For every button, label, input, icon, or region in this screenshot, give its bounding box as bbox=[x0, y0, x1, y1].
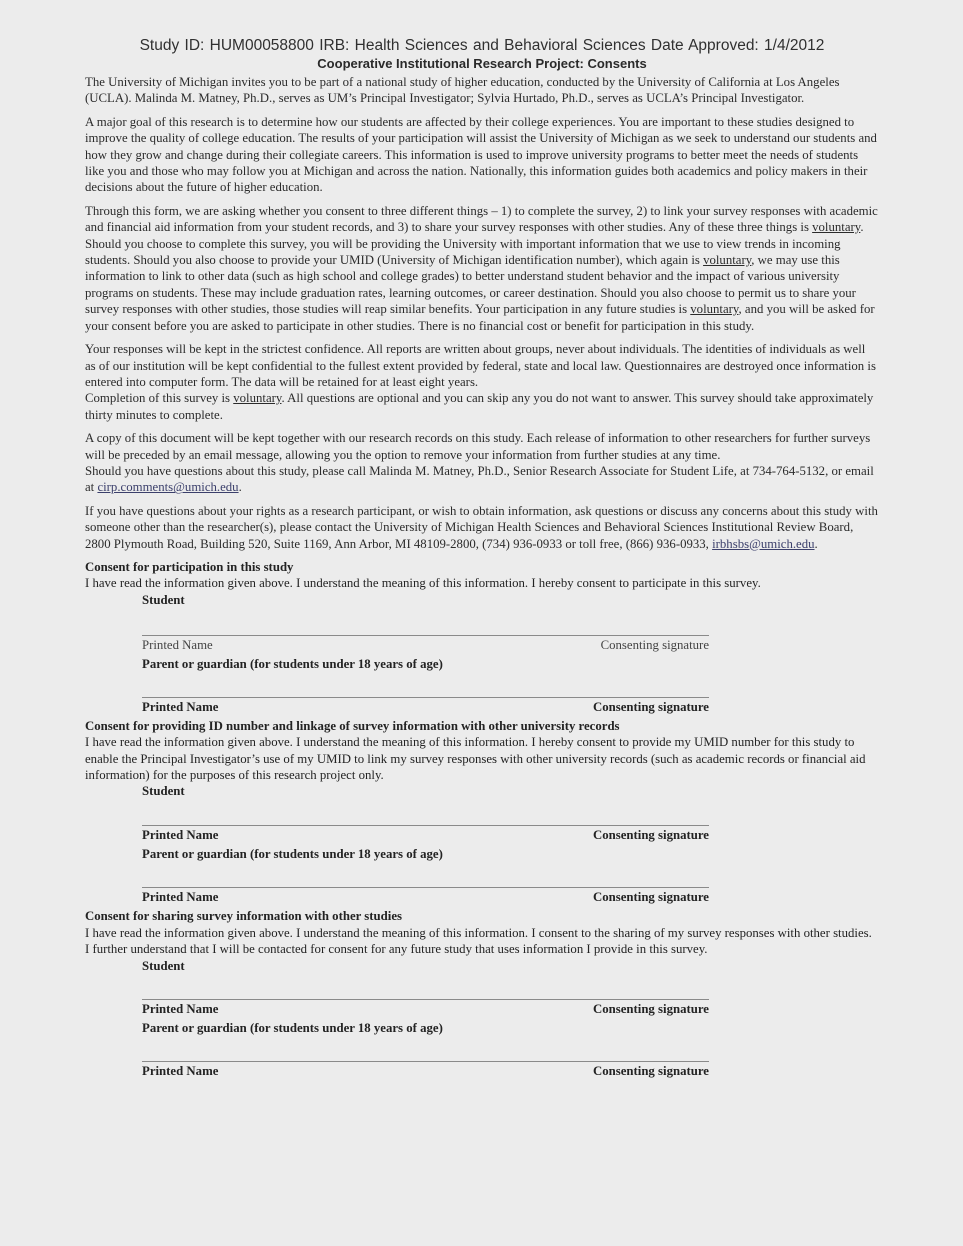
section-text: I have read the information given above. I understand the meaning of this information. I hereby consent to provide my UMID number for this study to enable the Principal Investigator’s use of my UMID to link my survey responses with other university records (such as academic records or financial aid information) for the purposes of this research project only. bbox=[85, 735, 866, 782]
document-title: Cooperative Institutional Research Project: Consents bbox=[317, 56, 647, 71]
printed-name-label: Printed Name bbox=[142, 828, 219, 843]
consenting-signature-label: Consenting signature bbox=[592, 1063, 709, 1078]
consenting-signature-label: Consenting signature bbox=[592, 699, 709, 714]
student-label: Student bbox=[142, 592, 185, 607]
guardian-signature-line[interactable] bbox=[142, 697, 709, 718]
completion-paragraph: Completion of this survey is voluntary. All questions are optional and you can skip any you do not want to answer. This survey should take approximately thirty minutes to complete. bbox=[85, 391, 874, 422]
consent-section-participation bbox=[85, 559, 879, 718]
section-title: Consent for sharing survey information with other studies bbox=[85, 909, 402, 924]
consenting-signature-label: Consenting signature bbox=[592, 1001, 709, 1016]
section-text: I have read the information given above. I understand the meaning of this information. I hereby consent to participate in this survey. bbox=[85, 576, 761, 591]
printed-name-label: Printed Name bbox=[142, 637, 213, 652]
consenting-signature-label: Consenting signature bbox=[592, 890, 709, 905]
printed-name-label: Printed Name bbox=[142, 1001, 219, 1016]
printed-name-label: Printed Name bbox=[142, 890, 219, 905]
confidentiality-paragraph: Your responses will be kept in the strictest confidence. All reports are written about groups, never about individuals. The identities of individuals as well as of our institution will be kept confidential to the fullest extent provided by federal, state and local law. Questionnaires are destroyed once information is entered into computer form. The data will be retained for at least eight years. bbox=[85, 342, 876, 389]
student-signature-line[interactable] bbox=[142, 635, 709, 656]
printed-name-label: Printed Name bbox=[142, 699, 219, 714]
email-link-cirp[interactable]: cirp.comments@umich.edu bbox=[97, 480, 239, 495]
section-title: Consent for participation in this study bbox=[85, 559, 294, 574]
voluntary-text: voluntary bbox=[812, 220, 861, 235]
section-title: Consent for providing ID number and linkage of survey information with other university records bbox=[85, 718, 620, 733]
study-header: Study ID: HUM00058800 IRB: Health Sciences and Behavioral Sciences Date Approved: 1/4/2012 bbox=[139, 37, 825, 54]
consenting-signature-label: Consenting signature bbox=[592, 828, 709, 843]
records-paragraph: A copy of this document will be kept together with our research records on this study. Each release of information to other researchers for further surveys will be preceded by an email message, allowing you the option to remove your information from further studies at any time. bbox=[85, 431, 871, 462]
consent-things-paragraph: Through this form, we are asking whether you consent to three different things – 1) to complete the survey, 2) to link your survey responses with academic and financial aid information from your student records, and 3) to share your survey responses with other studies. Any of these three things is voluntary. Should you choose to complete this survey, you will be providing the University with important information that we use to view trends in incoming students. Should you also choose to provide your UMID (University of Michigan identification number), which again is voluntary, we may use this information to link to other data (such as high school and college grades) to better understand student behavior and the impact of various university programs on students. These may include graduation rates, learning outcomes, or career destination. Should you also choose to permit us to share your survey responses with other studies, those studies will reap similar benefits. Your participation in any future studies is voluntary, and you will be asked for your consent before you are asked to participate in other studies. There is no financial cost or benefit for participation in this study. bbox=[85, 203, 878, 333]
guardian-signature-line[interactable] bbox=[142, 887, 709, 908]
student-signature-line[interactable] bbox=[142, 825, 709, 846]
student-label: Student bbox=[142, 958, 185, 973]
voluntary-text: voluntary bbox=[703, 253, 752, 268]
consent-section-sharing bbox=[85, 908, 879, 1081]
goal-paragraph: A major goal of this research is to determine how our students are affected by their college experiences. You are important to these studies designed to improve the quality of college education. The results of your participation will assist the University of Michigan as we seek to understand our students and how they grow and change during their collegiate careers. This information is used to improve university programs to better meet the needs of students like you and those who may follow you at Michigan and across the nation. Nationally, this information guides both academics and policy makers in their decisions about the future of higher education. bbox=[85, 114, 877, 195]
guardian-signature-line[interactable] bbox=[142, 1061, 709, 1082]
consenting-signature-label: Consenting signature bbox=[600, 637, 709, 652]
consent-section-id-linkage bbox=[85, 718, 879, 909]
email-link-irb[interactable]: irbhsbs@umich.edu bbox=[712, 536, 815, 551]
questions-paragraph: Should you have questions about this study, please call Malinda M. Matney, Ph.D., Senior Research Associate for Student Life, at 734-764-5132, or email at cirp.comments@umich.edu. bbox=[85, 463, 874, 495]
printed-name-label: Printed Name bbox=[142, 1063, 219, 1078]
voluntary-text: voluntary bbox=[233, 391, 282, 406]
guardian-label: Parent or guardian (for students under 18 years of age) bbox=[142, 847, 443, 862]
student-signature-line[interactable] bbox=[142, 999, 709, 1020]
voluntary-text: voluntary bbox=[690, 302, 739, 317]
section-text: I have read the information given above. I understand the meaning of this information. I consent to the sharing of my survey responses with other studies. I further understand that I will be contacted for consent for any future study that uses information I provide in this survey. bbox=[85, 925, 872, 957]
guardian-label: Parent or guardian (for students under 18 years of age) bbox=[142, 1020, 443, 1035]
guardian-label: Parent or guardian (for students under 18 years of age) bbox=[142, 656, 443, 671]
intro-paragraph: The University of Michigan invites you to be part of a national study of higher education, conducted by the University of California at Los Angeles (UCLA). Malinda M. Matney, Ph.D., serves as UM’s Principal Investigator; Sylvia Hurtado, Ph.D., serves as UCLA’s Principal Investigator. bbox=[85, 75, 840, 106]
student-label: Student bbox=[142, 784, 185, 799]
rights-paragraph: If you have questions about your rights as a research participant, or wish to obtain information, ask questions or discuss any concerns about this study with someone other than the researcher(s), please contact the University of Michigan Health Sciences and Behavioral Sciences Institutional Review Board, 2800 Plymouth Road, Building 520, Suite 1169, Ann Arbor, MI 48109-2800, (734) 936-0933 or toll free, (866) 936-0933, irbhsbs@umich.edu. bbox=[85, 503, 878, 551]
